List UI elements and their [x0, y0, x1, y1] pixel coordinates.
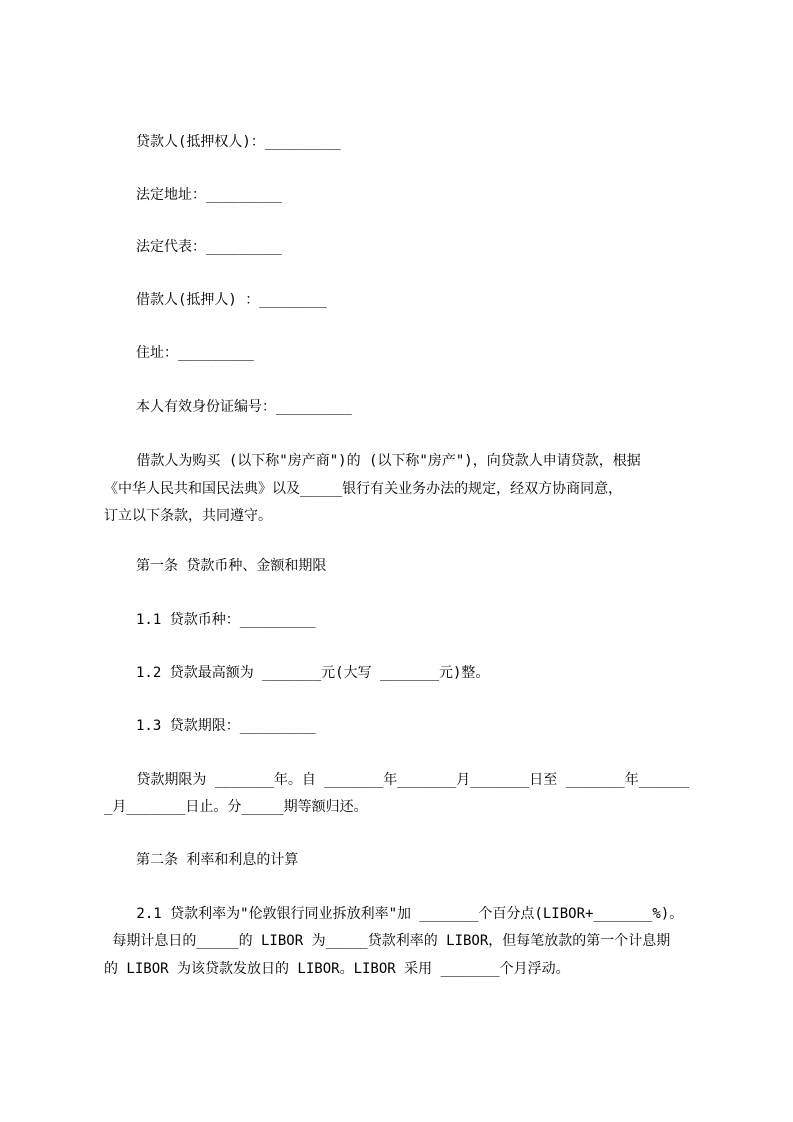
legal-address-field: 法定地址：_________	[136, 187, 282, 203]
loan-term-line-2: _月_______日止。分_____期等额归还。	[104, 799, 368, 815]
loan-term-line-1: 贷款期限为 _______年。自 _______年_______月_______日至 _______年______	[128, 772, 690, 788]
item-2-1-line-2: 每期计息日的_____的 LIBOR 为_____贷款利率的 LIBOR，但每笔放款的第一个计息期	[104, 933, 671, 949]
borrower-field: 借款人(抵押人) ：________	[136, 292, 327, 308]
preamble-line-1: 借款人为购买 (以下称"房产商")的 (以下称"房产")，向贷款人申请贷款，根据	[128, 453, 641, 469]
residence-field: 住址：_________	[136, 345, 254, 361]
item-2-1-line-1: 2.1 贷款利率为"伦敦银行同业拆放利率"加 _______个百分点(LIBOR+_______%)。	[128, 906, 684, 922]
item-2-1-line-3: 的 LIBOR 为该贷款发放日的 LIBOR。LIBOR 采用 _______个月浮动。	[104, 961, 570, 977]
item-1-2: 1.2 贷款最高额为 _______元(大写 _______元)整。	[136, 665, 490, 681]
article-1-title: 第一条 贷款币种、金额和期限	[136, 558, 327, 574]
item-1-3: 1.3 贷款期限：_________	[136, 718, 316, 734]
article-2-title: 第二条 利率和利息的计算	[136, 852, 299, 868]
id-number-field: 本人有效身份证编号：_________	[136, 399, 352, 415]
preamble-line-2: 《中华人民共和国民法典》以及_____银行有关业务办法的规定，经双方协商同意，	[104, 481, 623, 497]
lender-field: 贷款人(抵押权人)：_________	[136, 134, 341, 150]
legal-representative-field: 法定代表：_________	[136, 239, 282, 255]
preamble-line-3: 订立以下条款，共同遵守。	[104, 508, 272, 524]
item-1-1: 1.1 贷款币种：_________	[136, 612, 316, 628]
